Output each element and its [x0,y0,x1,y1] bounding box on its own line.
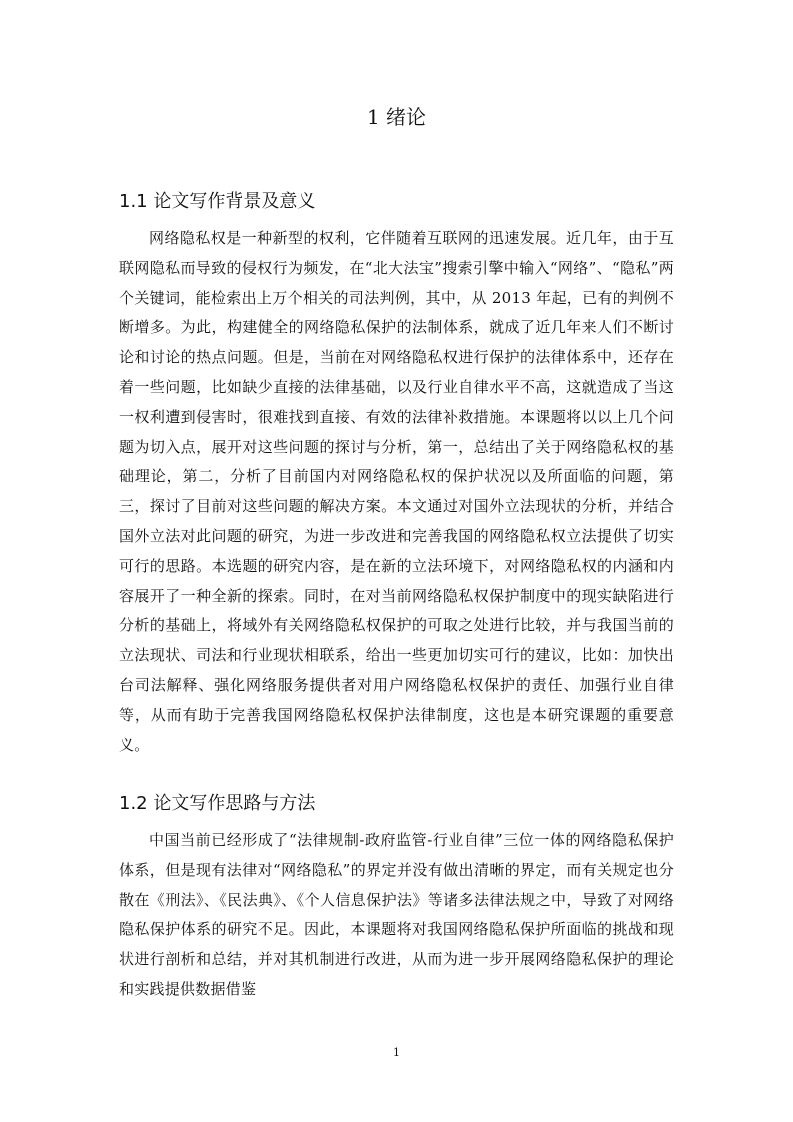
section-heading-background: 1.1 论文写作背景及意义 [119,191,316,212]
section-paragraph-methods: 中国当前已经形成了“法律规制-政府监管-行业自律”三位一体的网络隐私保护体系，但是现有法律对“网络隐私”的界定并没有做出清晰的界定，而有关规定也分散在《刑法》、《民法典》、《个人信息保护法》等诸多法律法规之中，导致了对网络隐私保护体系的研究不足。因此，本课题将对我国网络隐私保护所面临的挑战和现状进行剖析和总结，并对其机制进行改进，从而为进一步开展网络隐私保护的理论和实践提供数据借鉴 [119,831,674,998]
section-paragraph-background: 网络隐私权是一种新型的权利，它伴随着互联网的迅速发展。近几年，由于互联网隐私而导致的侵权行为频发，在“北大法宝”搜索引擎中输入“网络”、“隐私”两个关键词，能检索出上万个相关的司法判例，其中，从 2013 年起，已有的判例不断增多。为此，构建健全的网络隐私保护的法制体系，就成了近几年来人们不断讨论和讨论的热点问题。但是，当前在对网络隐私权进行保护的法律体系中，还存在着一些问题，比如缺少直接的法律基础，以及行业自律水平不高，这就造成了当这一权利遭到侵害时，很难找到直接、有效的法律补救措施。本课题将以以上几个问题为切入点，展开对这些问题的探讨与分析，第一，总结出了关于网络隐私权的基础理论，第二，分析了目前国内对网络隐私权的保护状况以及所面临的问题，第三，探讨了目前对这些问题的解决方案。本文通过对国外立法现状的分析，并结合国外立法对此问题的研究，为进一步改进和完善我国的网络隐私权立法提供了切实可行的思路。本选题的研究内容，是在新的立法环境下，对网络隐私权的内涵和内容展开了一种全新的探索。同时，在对当前网络隐私权保护制度中的现实缺陷进行分析的基础上，将域外有关网络隐私权保护的可取之处进行比较，并与我国当前的立法现状、司法和行业现状相联系，给出一些更加切实可行的建议，比如：加快出台司法解释、强化网络服务提供者对用户网络隐私权保护的责任、加强行业自律等，从而有助于完善我国网络隐私权保护法律制度，这也是本研究课题的重要意义。 [119,229,674,754]
section-heading-methods: 1.2 论文写作思路与方法 [119,793,316,814]
page-number: 1 [393,1046,400,1059]
chapter-title: 1 绪论 [366,105,427,129]
